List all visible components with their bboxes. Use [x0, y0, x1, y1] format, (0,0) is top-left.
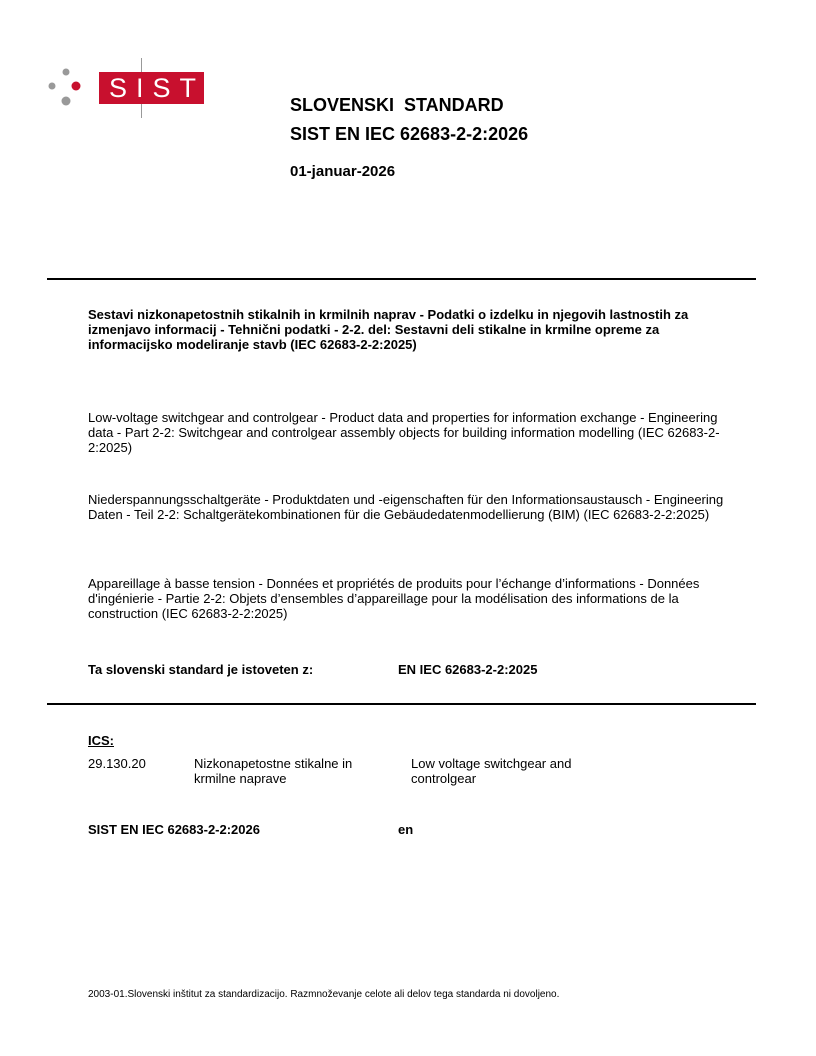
ics-description-slovenian: Nizkonapetostne stikalne in krmilne naprave: [194, 756, 353, 786]
title-slovenian: Sestavi nizkonapetostnih stikalnih in krmilnih naprav - Podatki o izdelku in njegovih lastnostih za izmenjavo informacij - Tehnični podatki - 2-2. del: Sestavni deli stikalne in krmilne opreme za informacijsko modeliranje stavb (IEC 62683-2-2:2025): [88, 307, 689, 352]
identity-label: Ta slovenski standard je istoveten z:: [88, 662, 314, 677]
ics-description-english: Low voltage switchgear and controlgear: [411, 756, 572, 786]
ics-code: 29.130.20: [88, 756, 146, 771]
copyright-notice: 2003-01.Slovenski inštitut za standardizacijo. Razmnoževanje celote ali delov tega standarda ni dovoljeno.: [88, 989, 560, 1000]
title-french: Appareillage à basse tension - Données et propriétés de produits pour l’échange d’informations - Données d'ingénierie - Partie 2-2: Objets d’ensembles d’appareillage pour la modélisation des informations de la construction (IEC 62683-2-2:2025): [88, 576, 700, 621]
footer-language: en: [398, 822, 414, 837]
title-english: Low-voltage switchgear and controlgear - Product data and properties for information exchange - Engineering data - Part 2-2: Switchgear and controlgear assembly objects for building information modelling (IEC 62683-2-2:2025): [88, 410, 720, 455]
middle-divider: [47, 703, 756, 705]
title-german: Niederspannungsschaltgeräte - Produktdaten und -eigenschaften für den Informationsaustausch - Engineering Daten - Teil 2-2: Schaltgerätekombinationen für die Gebäudedatenmodellierung (BIM) (IEC 62683-2-2:2025): [88, 492, 724, 522]
standard-date: 01-januar-2026: [290, 163, 396, 180]
sist-logo: SIST: [99, 72, 204, 104]
identity-value: EN IEC 62683-2-2:2025: [398, 662, 538, 677]
standard-id: SIST EN IEC 62683-2-2:2026: [290, 124, 529, 144]
top-divider: [47, 278, 756, 280]
standard-type: SLOVENSKI STANDARD: [290, 95, 504, 115]
footer-standard-id: SIST EN IEC 62683-2-2:2026: [88, 822, 260, 837]
sist-logo-dots: [46, 66, 82, 110]
ics-label: ICS:: [88, 733, 114, 748]
